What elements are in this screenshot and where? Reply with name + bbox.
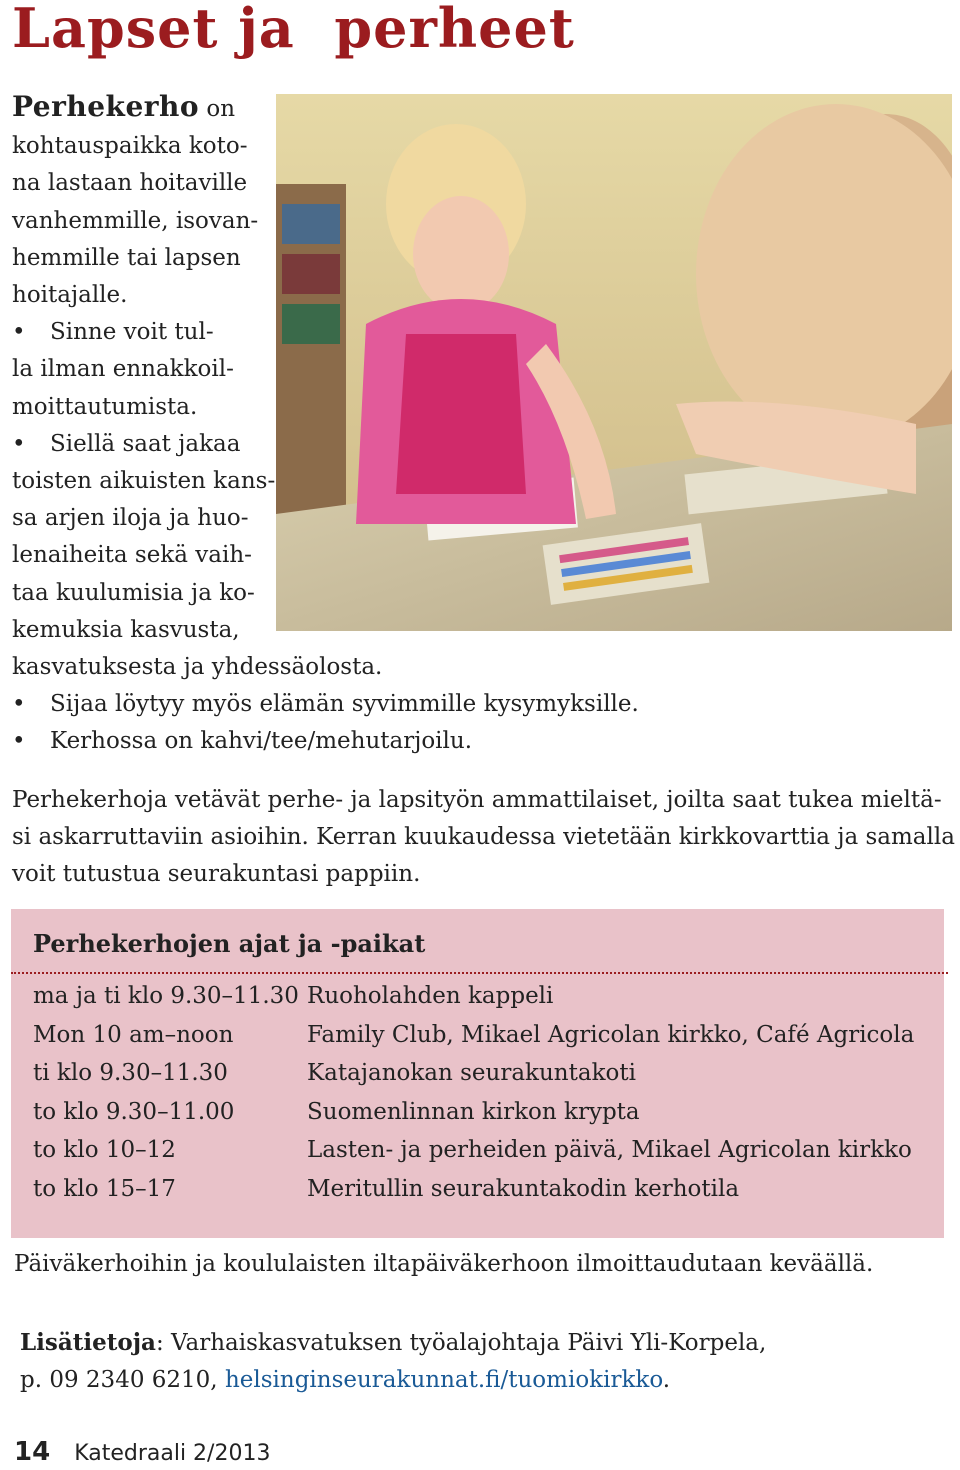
intro-lead-rest: on: [199, 96, 236, 122]
bullet-icon: •: [12, 430, 26, 457]
page-footer: [14, 1437, 270, 1467]
schedule-place: Suomenlinnan kirkon krypta: [307, 1099, 640, 1125]
paragraph-line: voit tutustua seurakuntasi pappiin.: [12, 861, 421, 888]
intro-line: na lastaan hoitaville: [12, 170, 248, 197]
more-info-label: Lisätietoja: [20, 1329, 156, 1356]
schedule-row: [33, 1099, 640, 1125]
schedule-time: to klo 9.30–11.00: [33, 1099, 235, 1125]
schedule-row: [33, 1176, 739, 1202]
dotted-divider: [11, 972, 948, 974]
publication-name: Katedraali 2/2013: [74, 1441, 271, 1466]
bullet-icon: •: [12, 728, 26, 755]
intro-line: kohtauspaikka koto-: [12, 133, 248, 160]
photo-illustration: [276, 94, 952, 631]
more-info: [20, 1324, 766, 1399]
bullet-text: kasvatuksesta ja yhdessäolosta.: [12, 654, 383, 681]
bullet-icon: •: [12, 691, 26, 718]
bullet-text: lenaiheita sekä vaih-: [12, 542, 252, 569]
paragraph-line: Perhekerhoja vetävät perhe- ja lapsityön ammattilaiset, joilta saat tukea mieltä-: [12, 787, 942, 813]
bullet-text: moittautumista.: [12, 393, 198, 420]
info-paragraph: [12, 782, 955, 894]
bullet-text: Siellä saat jakaa: [50, 430, 241, 457]
schedule-place: Katajanokan seurakuntakoti: [307, 1060, 636, 1086]
schedule-time: Mon 10 am–noon: [33, 1022, 234, 1048]
intro-line: hemmille tai lapsen: [12, 244, 241, 271]
schedule-row: [33, 1137, 912, 1163]
photo-children-drawing: [276, 94, 952, 631]
schedule-place: Lasten- ja perheiden päivä, Mikael Agricolan kirkko: [307, 1137, 912, 1163]
bullet-text: taa kuulumisia ja ko-: [12, 579, 255, 606]
schedule-place: Family Club, Mikael Agricolan kirkko, Café Agricola: [307, 1022, 915, 1048]
schedule-time: to klo 10–12: [33, 1137, 176, 1163]
schedule-row: [33, 1060, 636, 1086]
more-info-text: : Varhaiskasvatuksen työalajohtaja Päivi Yli-Korpela,: [155, 1330, 767, 1356]
bullet-text: Sinne voit tul-: [50, 319, 214, 346]
page-number: 14: [14, 1437, 51, 1467]
schedule-place: Ruoholahden kappeli: [307, 983, 554, 1009]
bullet-text: la ilman ennakkoil-: [12, 356, 234, 383]
bullet-text: sa arjen iloja ja huo-: [12, 505, 249, 532]
bullet-text: Sijaa löytyy myös elämän syvimmille kysymyksille.: [50, 691, 639, 718]
bullet-text: toisten aikuisten kans-: [12, 468, 276, 495]
schedule-box: [11, 909, 944, 1238]
schedule-time: to klo 15–17: [33, 1176, 176, 1202]
bullet-icon: •: [12, 319, 26, 346]
schedule-row: [33, 1022, 914, 1048]
schedule-time: ma ja ti klo 9.30–11.30: [33, 983, 299, 1009]
registration-note: Päiväkerhoihin ja koululaisten iltapäiväkerhoon ilmoittaudutaan keväällä.: [14, 1251, 874, 1277]
page-title: Lapset ja perheet: [12, 0, 575, 60]
intro-lead: Perhekerho: [12, 90, 200, 123]
schedule-time: ti klo 9.30–11.30: [33, 1060, 228, 1086]
intro-line: hoitajalle.: [12, 282, 128, 309]
paragraph-line: si askarruttaviin asioihin. Kerran kuukaudessa vietetään kirkkovarttia ja samalla: [12, 824, 955, 851]
bullet-text: kemuksia kasvusta,: [12, 616, 240, 643]
more-info-end: .: [662, 1367, 671, 1394]
bullet-text: Kerhossa on kahvi/tee/mehutarjoilu.: [50, 728, 473, 755]
intro-line: vanhemmille, isovan-: [12, 207, 259, 234]
schedule-row: [33, 983, 553, 1009]
website-link[interactable]: helsinginseurakunnat.fi/tuomiokirkko: [224, 1367, 663, 1394]
schedule-place: Meritullin seurakuntakodin kerhotila: [307, 1176, 740, 1202]
schedule-title: Perhekerhojen ajat ja -paikat: [33, 929, 426, 958]
intro-text: [12, 88, 639, 761]
phone-number: p. 09 2340 6210,: [20, 1367, 225, 1394]
